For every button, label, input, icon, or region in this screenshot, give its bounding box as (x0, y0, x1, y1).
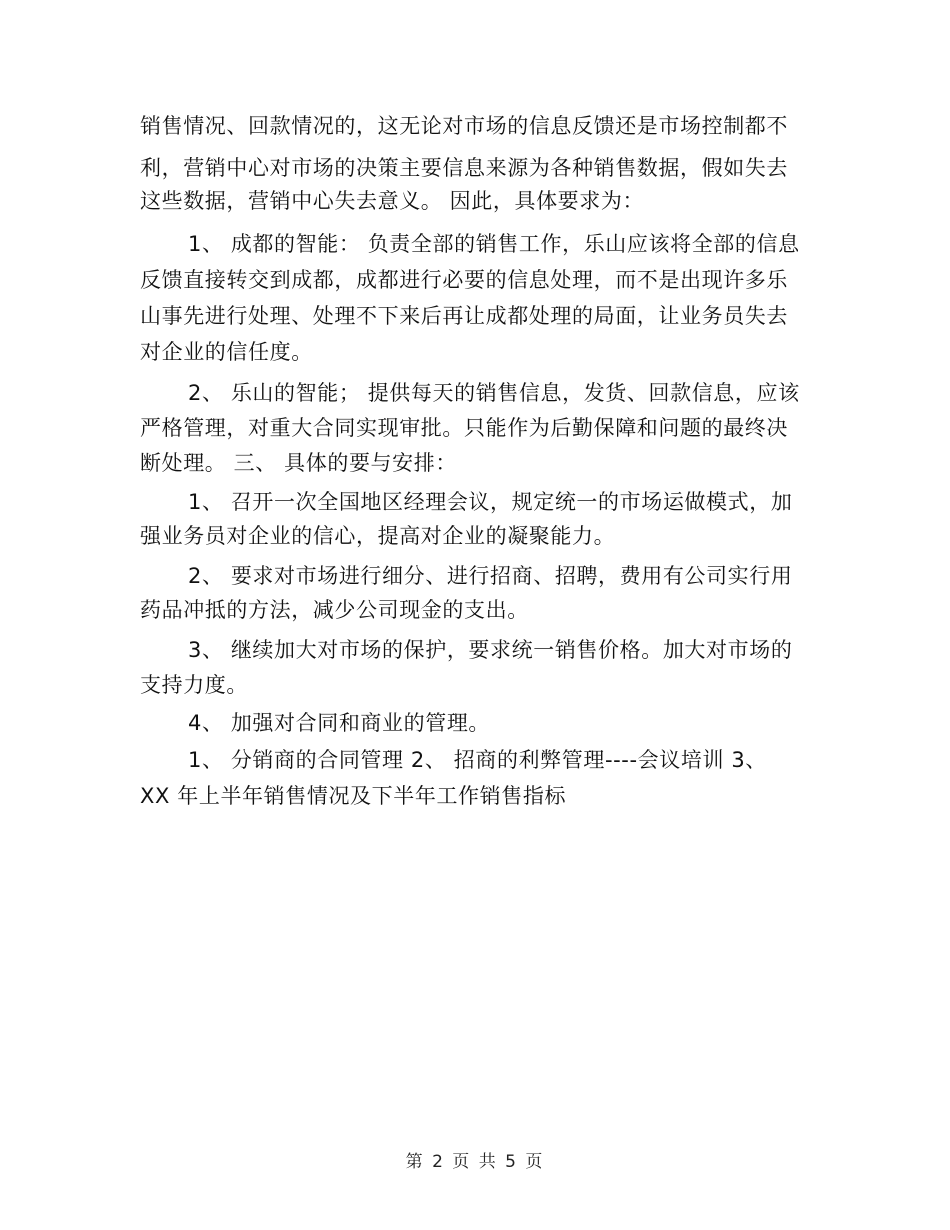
body-line-11: 1、 召开一次全国地区经理会议，规定统一的市场运做模式，加 (188, 490, 793, 514)
body-line-8: 2、 乐山的智能； 提供每天的销售信息，发货、回款信息，应该 (188, 381, 800, 405)
body-line-4: 1、 成都的智能： 负责全部的销售工作，乐山应该将全部的信息 (188, 232, 800, 256)
body-line-14: 药品冲抵的方法，减少公司现金的支出。 (140, 598, 529, 622)
body-line-3: 这些数据，营销中心失去意义。 因此，具体要求为： (140, 189, 645, 213)
body-line-17: 4、 加强对合同和商业的管理。 (188, 711, 491, 735)
body-line-12: 强业务员对企业的信心，提高对企业的凝聚能力。 (140, 524, 616, 548)
body-line-19: XX 年上半年销售情况及下半年工作销售指标 (140, 784, 567, 808)
body-line-10: 断处理。 三、 具体的要与安排： (140, 451, 457, 475)
body-line-6: 山事先进行处理、处理不下来后再让成都处理的局面，让业务员失去 (140, 304, 788, 328)
body-line-7: 对企业的信任度。 (140, 340, 313, 364)
body-line-15: 3、 继续加大对市场的保护，要求统一销售价格。加大对市场的 (188, 638, 793, 662)
body-line-16: 支持力度。 (140, 673, 248, 697)
body-line-2: 利，营销中心对市场的决策主要信息来源为各种销售数据，假如失去 (140, 156, 788, 180)
body-line-1: 销售情况、回款情况的，这无论对市场的信息反馈还是市场控制都不 (140, 114, 788, 138)
page-number-footer: 第 2 页 共 5 页 (405, 1152, 545, 1172)
body-line-13: 2、 要求对市场进行细分、进行招商、招聘，费用有公司实行用 (188, 564, 793, 588)
body-line-18: 1、 分销商的合同管理 2、 招商的利弊管理----会议培训 3、 (188, 748, 767, 772)
body-line-9: 严格管理，对重大合同实现审批。只能作为后勤保障和问题的最终决 (140, 416, 788, 440)
body-line-5: 反馈直接转交到成都，成都进行必要的信息处理，而不是出现许多乐 (140, 268, 788, 292)
